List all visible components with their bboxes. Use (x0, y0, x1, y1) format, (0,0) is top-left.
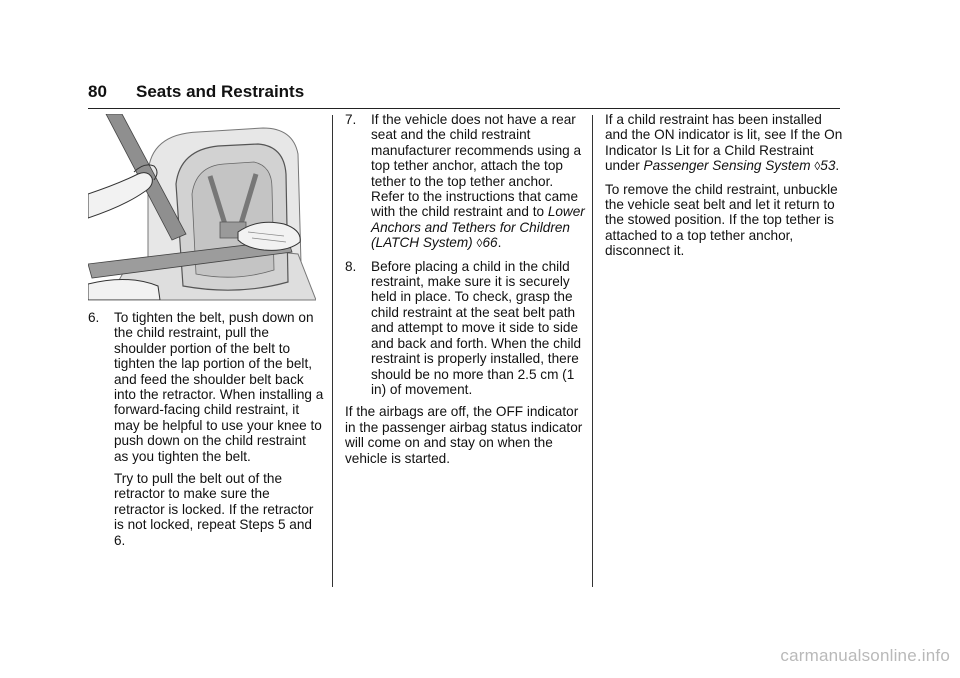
step-text: If the vehicle does not have a rear seat and the child restraint manufacturer recommends using a top tether anchor, attach the top tether to the top tether anchor. Refer to the instructions that came with the child restraint and to (371, 112, 582, 220)
step-text: Before placing a child in the child restraint, make sure it is securely held in place. To check, grasp the child restraint at the seat belt path and attempt to move it side to side and back and forth. When the child restraint is properly installed, there should be no more than 2.5 cm (1 in) of movement. (371, 258, 582, 397)
page-reference[interactable]: 53 (820, 158, 836, 174)
page-reference-icon: ◊ (476, 236, 483, 251)
sentence-end: . (497, 235, 502, 251)
cross-reference-link[interactable]: Lower Anchors and Tethers for Children (LATCH System) (371, 204, 585, 251)
paragraph-text: If a child restraint has been installed and the ON indicator is lit, see If the On Indicator Is Lit for a Child Restraint under (605, 112, 843, 174)
page-header (88, 80, 840, 109)
column-1 (88, 310, 324, 555)
child-restraint-illustration (88, 114, 316, 301)
body-paragraph: To remove the child restraint, unbuckle the vehicle seat belt and let it return to the stowed position. If the top tether is attached to a top tether anchor, disconnect it. (605, 181, 838, 259)
body-paragraph: If the airbags are off, the OFF indicator in the passenger airbag status indicator will come on and stay on when the vehicle is started. (345, 404, 583, 466)
column-divider (592, 115, 593, 587)
column-3 (605, 112, 845, 266)
child-restraint-illustration-svg (88, 114, 316, 300)
step-number: 6. (88, 310, 100, 325)
step-8 (345, 259, 585, 398)
column-2 (345, 112, 585, 473)
body-paragraph (605, 112, 845, 175)
page-reference-icon: ◊ (814, 159, 821, 174)
step-6 (88, 310, 324, 464)
page-reference[interactable]: 66 (482, 235, 498, 251)
watermark: carmanualsonline.info (780, 646, 950, 665)
sentence-end: . (835, 158, 840, 174)
step-number: 8. (345, 258, 357, 274)
column-divider (332, 115, 333, 587)
cross-reference-link[interactable]: Passenger Sensing System (643, 158, 811, 174)
step-number: 7. (345, 112, 357, 127)
page-number: 80 (88, 82, 107, 101)
section-title: Seats and Restraints (136, 82, 305, 101)
step-text: To tighten the belt, push down on the child restraint, pull the shoulder portion of the belt to tighten the lap portion of the belt, and feed the shoulder belt back into the retractor. When installing a forward-facing child restraint, it may be helpful to use your knee to push down on the child restraint as you tighten the belt. (114, 310, 324, 464)
step-6-note: Try to pull the belt out of the retractor to make sure the retractor is locked. If the retractor is not locked, repeat Steps 5 and 6. (114, 471, 314, 548)
step-7 (345, 112, 585, 252)
